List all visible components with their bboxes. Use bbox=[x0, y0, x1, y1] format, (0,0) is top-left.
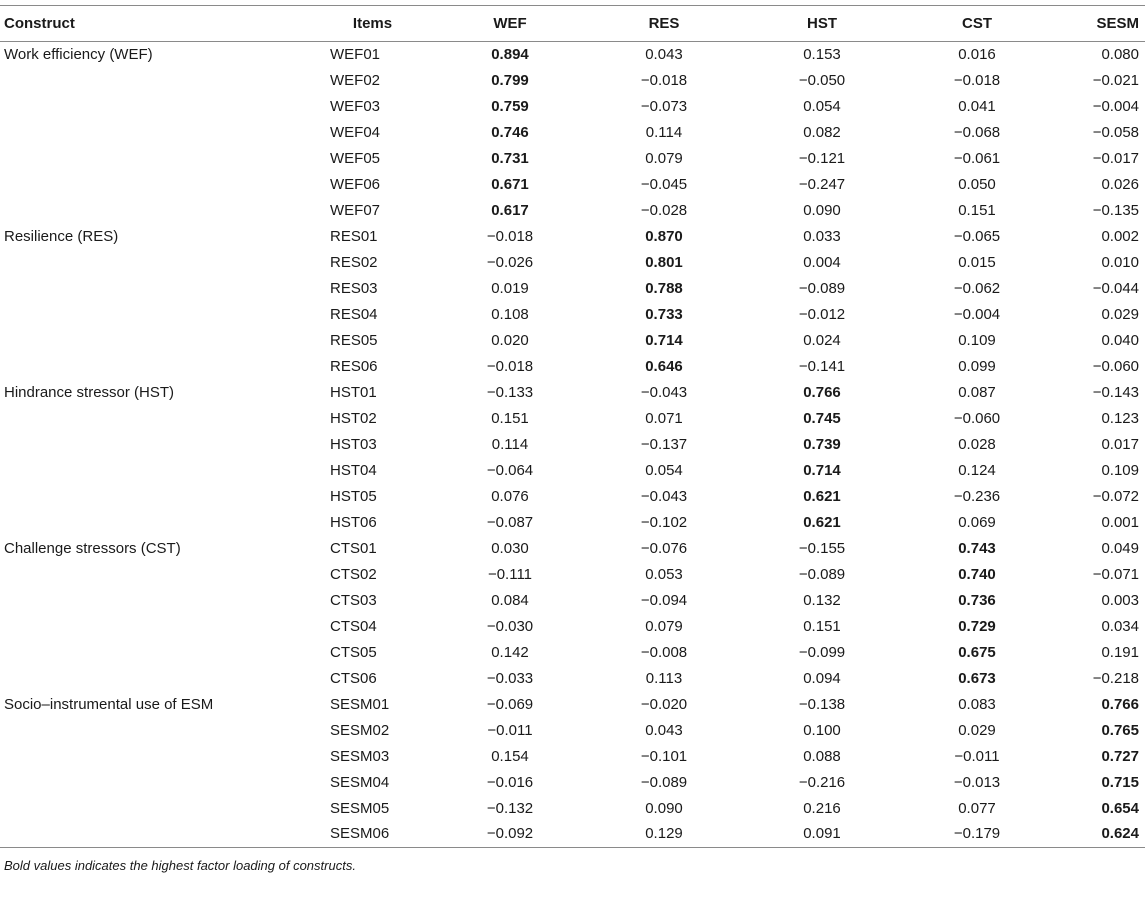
cell-construct: Work efficiency (WEF) bbox=[4, 46, 153, 64]
cell-cst: 0.675 bbox=[958, 644, 996, 661]
cell-res: 0.043 bbox=[645, 46, 683, 64]
cell-item: HST03 bbox=[330, 436, 377, 453]
cell-res: −0.020 bbox=[640, 696, 688, 713]
table-row bbox=[0, 718, 1145, 744]
cell-hst: 0.132 bbox=[803, 592, 841, 609]
cell-construct bbox=[0, 354, 310, 380]
cell-item: WEF02 bbox=[330, 72, 381, 89]
table-row bbox=[0, 666, 1145, 692]
cell-res: −0.089 bbox=[640, 774, 688, 791]
cell-construct bbox=[0, 796, 310, 822]
table-row bbox=[0, 354, 1145, 380]
cell-res: −0.073 bbox=[640, 98, 688, 115]
cell-item: CTS05 bbox=[330, 644, 377, 661]
cell-res: 0.079 bbox=[645, 150, 683, 167]
cell-cst: 0.041 bbox=[958, 98, 996, 115]
table-row bbox=[0, 640, 1145, 666]
table-row bbox=[0, 536, 1145, 562]
cell-item: SESM06 bbox=[330, 824, 390, 842]
cell-cst: −0.013 bbox=[953, 774, 1001, 791]
table-row bbox=[0, 172, 1145, 198]
cell-hst: −0.141 bbox=[798, 358, 846, 375]
cell-item: SESM03 bbox=[330, 748, 390, 765]
cell-hst: 0.054 bbox=[803, 98, 841, 115]
cell-hst: 0.004 bbox=[803, 254, 841, 271]
cell-sesm: −0.058 bbox=[1092, 124, 1139, 141]
factor-loading-table bbox=[0, 5, 1145, 848]
cell-wef: 0.617 bbox=[491, 202, 529, 219]
cell-res: −0.028 bbox=[640, 202, 688, 219]
cell-construct bbox=[0, 744, 310, 770]
cell-res: 0.090 bbox=[645, 800, 683, 817]
cell-cst: 0.673 bbox=[958, 670, 996, 687]
cell-hst: −0.089 bbox=[798, 566, 846, 583]
cell-item: HST05 bbox=[330, 488, 377, 505]
cell-res: 0.870 bbox=[645, 228, 683, 245]
cell-construct bbox=[0, 588, 310, 614]
cell-sesm: 0.191 bbox=[1101, 644, 1139, 661]
cell-cst: −0.062 bbox=[953, 280, 1001, 297]
cell-res: −0.094 bbox=[640, 592, 688, 609]
cell-cst: −0.018 bbox=[953, 72, 1001, 89]
cell-construct: Hindrance stressor (HST) bbox=[4, 384, 175, 401]
cell-construct bbox=[0, 770, 310, 796]
table-row bbox=[0, 770, 1145, 796]
cell-wef: −0.092 bbox=[486, 824, 534, 842]
table-footnote: Bold values indicates the highest factor loading of constructs. bbox=[4, 858, 356, 873]
cell-res: 0.646 bbox=[645, 358, 683, 375]
cell-hst: 0.151 bbox=[803, 618, 841, 635]
table-row bbox=[0, 68, 1145, 94]
cell-construct bbox=[0, 406, 310, 432]
cell-wef: −0.026 bbox=[486, 254, 534, 271]
cell-wef: −0.033 bbox=[486, 670, 534, 687]
cell-wef: 0.030 bbox=[491, 540, 529, 557]
cell-item: WEF03 bbox=[330, 98, 381, 115]
cell-cst: 0.743 bbox=[958, 540, 996, 557]
cell-wef: −0.016 bbox=[486, 774, 534, 791]
table-row bbox=[0, 406, 1145, 432]
cell-construct bbox=[0, 432, 310, 458]
cell-cst: −0.068 bbox=[953, 124, 1001, 141]
header-items: Items bbox=[310, 6, 435, 42]
header-construct: Construct bbox=[0, 6, 310, 42]
cell-sesm: −0.044 bbox=[1092, 280, 1139, 297]
cell-cst: −0.065 bbox=[953, 228, 1001, 245]
header-cst: CST bbox=[901, 6, 1053, 42]
table-row bbox=[0, 198, 1145, 224]
cell-item: WEF01 bbox=[330, 46, 381, 64]
cell-wef: 0.019 bbox=[491, 280, 529, 297]
cell-hst: 0.766 bbox=[803, 384, 841, 401]
table-row bbox=[0, 380, 1145, 406]
header-res: RES bbox=[585, 6, 743, 42]
cell-hst: −0.099 bbox=[798, 644, 846, 661]
cell-sesm: 0.017 bbox=[1101, 436, 1139, 453]
cell-wef: 0.084 bbox=[491, 592, 529, 609]
cell-wef: −0.132 bbox=[486, 800, 534, 817]
cell-item: SESM02 bbox=[330, 722, 390, 739]
cell-item: RES01 bbox=[330, 228, 378, 245]
table-row bbox=[0, 614, 1145, 640]
cell-wef: −0.133 bbox=[486, 384, 534, 401]
cell-hst: −0.050 bbox=[798, 72, 846, 89]
cell-res: −0.101 bbox=[640, 748, 688, 765]
cell-sesm: 0.010 bbox=[1101, 254, 1139, 271]
cell-sesm: 0.080 bbox=[1101, 46, 1139, 64]
cell-hst: −0.216 bbox=[798, 774, 846, 791]
cell-res: 0.788 bbox=[645, 280, 683, 297]
cell-hst: −0.012 bbox=[798, 306, 846, 323]
cell-res: 0.053 bbox=[645, 566, 683, 583]
cell-res: −0.008 bbox=[640, 644, 688, 661]
table-row bbox=[0, 94, 1145, 120]
cell-construct bbox=[0, 614, 310, 640]
cell-cst: 0.151 bbox=[958, 202, 996, 219]
table-row bbox=[0, 328, 1145, 354]
table-row bbox=[0, 692, 1145, 718]
cell-item: CTS01 bbox=[330, 540, 377, 557]
cell-cst: 0.087 bbox=[958, 384, 996, 401]
cell-item: RES05 bbox=[330, 332, 378, 349]
cell-wef: 0.799 bbox=[491, 72, 529, 89]
cell-hst: 0.621 bbox=[803, 488, 841, 505]
cell-construct bbox=[0, 822, 310, 848]
cell-cst: −0.011 bbox=[954, 748, 1000, 765]
cell-construct bbox=[0, 640, 310, 666]
cell-cst: 0.077 bbox=[958, 800, 996, 817]
table-row bbox=[0, 302, 1145, 328]
header-sesm: SESM bbox=[1053, 6, 1145, 42]
cell-hst: 0.153 bbox=[803, 46, 841, 64]
header-hst: HST bbox=[743, 6, 901, 42]
cell-res: −0.043 bbox=[640, 488, 688, 505]
cell-wef: 0.020 bbox=[491, 332, 529, 349]
table-row bbox=[0, 224, 1145, 250]
cell-res: 0.714 bbox=[645, 332, 683, 349]
table-row bbox=[0, 484, 1145, 510]
cell-wef: 0.108 bbox=[491, 306, 529, 323]
cell-item: RES04 bbox=[330, 306, 378, 323]
cell-sesm: −0.143 bbox=[1092, 384, 1139, 401]
cell-cst: 0.028 bbox=[958, 436, 996, 453]
cell-item: WEF05 bbox=[330, 150, 381, 167]
cell-cst: −0.236 bbox=[953, 488, 1001, 505]
cell-sesm: −0.017 bbox=[1092, 150, 1139, 167]
cell-sesm: −0.021 bbox=[1092, 72, 1139, 89]
cell-wef: 0.671 bbox=[491, 176, 529, 193]
cell-hst: 0.082 bbox=[803, 124, 841, 141]
cell-hst: 0.100 bbox=[803, 722, 841, 739]
cell-res: −0.076 bbox=[640, 540, 688, 557]
cell-res: 0.733 bbox=[645, 306, 683, 323]
cell-cst: 0.050 bbox=[958, 176, 996, 193]
cell-sesm: 0.715 bbox=[1101, 774, 1139, 791]
cell-hst: −0.089 bbox=[798, 280, 846, 297]
cell-wef: −0.018 bbox=[486, 228, 534, 245]
cell-item: CTS06 bbox=[330, 670, 377, 687]
cell-item: HST01 bbox=[330, 384, 377, 401]
table-row bbox=[0, 562, 1145, 588]
table-row bbox=[0, 458, 1145, 484]
cell-wef: 0.894 bbox=[491, 46, 529, 64]
cell-hst: 0.216 bbox=[803, 800, 841, 817]
cell-sesm: −0.135 bbox=[1092, 202, 1139, 219]
cell-sesm: 0.624 bbox=[1101, 824, 1139, 842]
cell-sesm: −0.071 bbox=[1092, 566, 1139, 583]
cell-res: −0.137 bbox=[640, 436, 688, 453]
cell-hst: 0.621 bbox=[803, 514, 841, 531]
cell-item: SESM01 bbox=[330, 696, 390, 713]
cell-hst: −0.138 bbox=[798, 696, 846, 713]
cell-sesm: 0.003 bbox=[1101, 592, 1139, 609]
cell-construct: Resilience (RES) bbox=[4, 228, 119, 245]
cell-hst: −0.155 bbox=[798, 540, 846, 557]
cell-item: CTS04 bbox=[330, 618, 377, 635]
cell-item: WEF07 bbox=[330, 202, 381, 219]
cell-wef: 0.759 bbox=[491, 98, 529, 115]
cell-cst: 0.029 bbox=[958, 722, 996, 739]
cell-item: WEF06 bbox=[330, 176, 381, 193]
cell-res: 0.113 bbox=[645, 670, 683, 687]
cell-cst: −0.060 bbox=[953, 410, 1001, 427]
cell-construct bbox=[0, 250, 310, 276]
cell-wef: −0.111 bbox=[487, 566, 533, 583]
cell-hst: 0.088 bbox=[803, 748, 841, 765]
cell-item: SESM05 bbox=[330, 800, 390, 817]
cell-item: HST06 bbox=[330, 514, 377, 531]
table-row bbox=[0, 588, 1145, 614]
cell-wef: 0.154 bbox=[491, 748, 529, 765]
cell-hst: 0.091 bbox=[803, 824, 841, 842]
cell-sesm: 0.123 bbox=[1101, 410, 1139, 427]
cell-wef: −0.069 bbox=[486, 696, 534, 713]
header-row bbox=[0, 6, 1145, 42]
cell-hst: −0.121 bbox=[798, 150, 846, 167]
cell-cst: 0.109 bbox=[958, 332, 996, 349]
cell-sesm: 0.034 bbox=[1101, 618, 1139, 635]
cell-cst: 0.740 bbox=[958, 566, 996, 583]
cell-wef: 0.114 bbox=[491, 436, 529, 453]
cell-sesm: 0.040 bbox=[1101, 332, 1139, 349]
cell-cst: 0.124 bbox=[958, 462, 996, 479]
cell-wef: −0.087 bbox=[486, 514, 534, 531]
cell-construct bbox=[0, 510, 310, 536]
cell-wef: 0.746 bbox=[491, 124, 529, 141]
cell-hst: 0.033 bbox=[803, 228, 841, 245]
cell-construct: Socio–instrumental use of ESM bbox=[4, 696, 214, 713]
cell-sesm: 0.727 bbox=[1101, 748, 1139, 765]
cell-construct bbox=[0, 484, 310, 510]
cell-construct bbox=[0, 276, 310, 302]
cell-item: CTS03 bbox=[330, 592, 377, 609]
cell-sesm: 0.002 bbox=[1101, 228, 1139, 245]
cell-hst: 0.090 bbox=[803, 202, 841, 219]
cell-item: HST02 bbox=[330, 410, 377, 427]
cell-res: 0.079 bbox=[645, 618, 683, 635]
cell-construct: Challenge stressors (CST) bbox=[4, 540, 181, 557]
table-row bbox=[0, 146, 1145, 172]
cell-sesm: 0.049 bbox=[1101, 540, 1139, 557]
cell-res: 0.071 bbox=[645, 410, 683, 427]
cell-hst: 0.714 bbox=[803, 462, 841, 479]
cell-sesm: 0.766 bbox=[1101, 696, 1139, 713]
table-row bbox=[0, 510, 1145, 536]
cell-sesm: −0.060 bbox=[1092, 358, 1139, 375]
table-body bbox=[0, 42, 1145, 848]
cell-construct bbox=[0, 328, 310, 354]
cell-wef: −0.011 bbox=[487, 722, 533, 739]
cell-wef: −0.030 bbox=[486, 618, 534, 635]
table-row bbox=[0, 744, 1145, 770]
cell-sesm: −0.218 bbox=[1092, 670, 1139, 687]
table-row bbox=[0, 822, 1145, 848]
cell-sesm: 0.765 bbox=[1101, 722, 1139, 739]
cell-cst: 0.729 bbox=[958, 618, 996, 635]
cell-hst: 0.024 bbox=[803, 332, 841, 349]
cell-hst: 0.745 bbox=[803, 410, 841, 427]
cell-cst: 0.015 bbox=[958, 254, 996, 271]
cell-res: 0.801 bbox=[645, 254, 683, 271]
cell-hst: 0.094 bbox=[803, 670, 841, 687]
cell-construct bbox=[0, 120, 310, 146]
cell-sesm: 0.026 bbox=[1101, 176, 1139, 193]
cell-item: WEF04 bbox=[330, 124, 381, 141]
cell-item: RES02 bbox=[330, 254, 378, 271]
cell-cst: 0.016 bbox=[958, 46, 996, 64]
cell-wef: −0.064 bbox=[486, 462, 534, 479]
table-row bbox=[0, 42, 1145, 68]
cell-cst: −0.179 bbox=[953, 824, 1001, 842]
cell-wef: 0.731 bbox=[491, 150, 529, 167]
cell-wef: 0.151 bbox=[491, 410, 529, 427]
cell-item: RES03 bbox=[330, 280, 378, 297]
cell-sesm: 0.654 bbox=[1101, 800, 1139, 817]
cell-construct bbox=[0, 68, 310, 94]
cell-construct bbox=[0, 562, 310, 588]
cell-construct bbox=[0, 302, 310, 328]
cell-hst: 0.739 bbox=[803, 436, 841, 453]
cell-item: HST04 bbox=[330, 462, 377, 479]
table-header bbox=[0, 6, 1145, 42]
cell-cst: −0.004 bbox=[953, 306, 1001, 323]
cell-cst: 0.736 bbox=[958, 592, 996, 609]
cell-res: −0.102 bbox=[640, 514, 688, 531]
cell-sesm: −0.072 bbox=[1092, 488, 1139, 505]
cell-wef: 0.076 bbox=[491, 488, 529, 505]
cell-item: SESM04 bbox=[330, 774, 390, 791]
cell-construct bbox=[0, 198, 310, 224]
table-row bbox=[0, 120, 1145, 146]
cell-construct bbox=[0, 146, 310, 172]
cell-res: −0.043 bbox=[640, 384, 688, 401]
cell-item: RES06 bbox=[330, 358, 378, 375]
cell-cst: −0.061 bbox=[953, 150, 1001, 167]
cell-hst: −0.247 bbox=[798, 176, 846, 193]
cell-wef: −0.018 bbox=[486, 358, 534, 375]
table-row bbox=[0, 432, 1145, 458]
cell-construct bbox=[0, 666, 310, 692]
cell-wef: 0.142 bbox=[491, 644, 529, 661]
cell-sesm: 0.029 bbox=[1101, 306, 1139, 323]
cell-item: CTS02 bbox=[330, 566, 377, 583]
cell-sesm: 0.001 bbox=[1101, 514, 1139, 531]
cell-res: 0.043 bbox=[645, 722, 683, 739]
table-row bbox=[0, 796, 1145, 822]
cell-res: −0.018 bbox=[640, 72, 688, 89]
cell-cst: 0.099 bbox=[958, 358, 996, 375]
cell-res: 0.054 bbox=[645, 462, 683, 479]
table-row bbox=[0, 250, 1145, 276]
cell-res: 0.114 bbox=[645, 124, 683, 141]
cell-res: −0.045 bbox=[640, 176, 688, 193]
cell-cst: 0.069 bbox=[958, 514, 996, 531]
cell-res: 0.129 bbox=[645, 824, 683, 842]
cell-cst: 0.083 bbox=[958, 696, 996, 713]
cell-sesm: 0.109 bbox=[1101, 462, 1139, 479]
cell-construct bbox=[0, 718, 310, 744]
table-row bbox=[0, 276, 1145, 302]
cell-construct bbox=[0, 458, 310, 484]
cell-sesm: −0.004 bbox=[1092, 98, 1139, 115]
cell-construct bbox=[0, 94, 310, 120]
cell-construct bbox=[0, 172, 310, 198]
header-wef: WEF bbox=[435, 6, 585, 42]
